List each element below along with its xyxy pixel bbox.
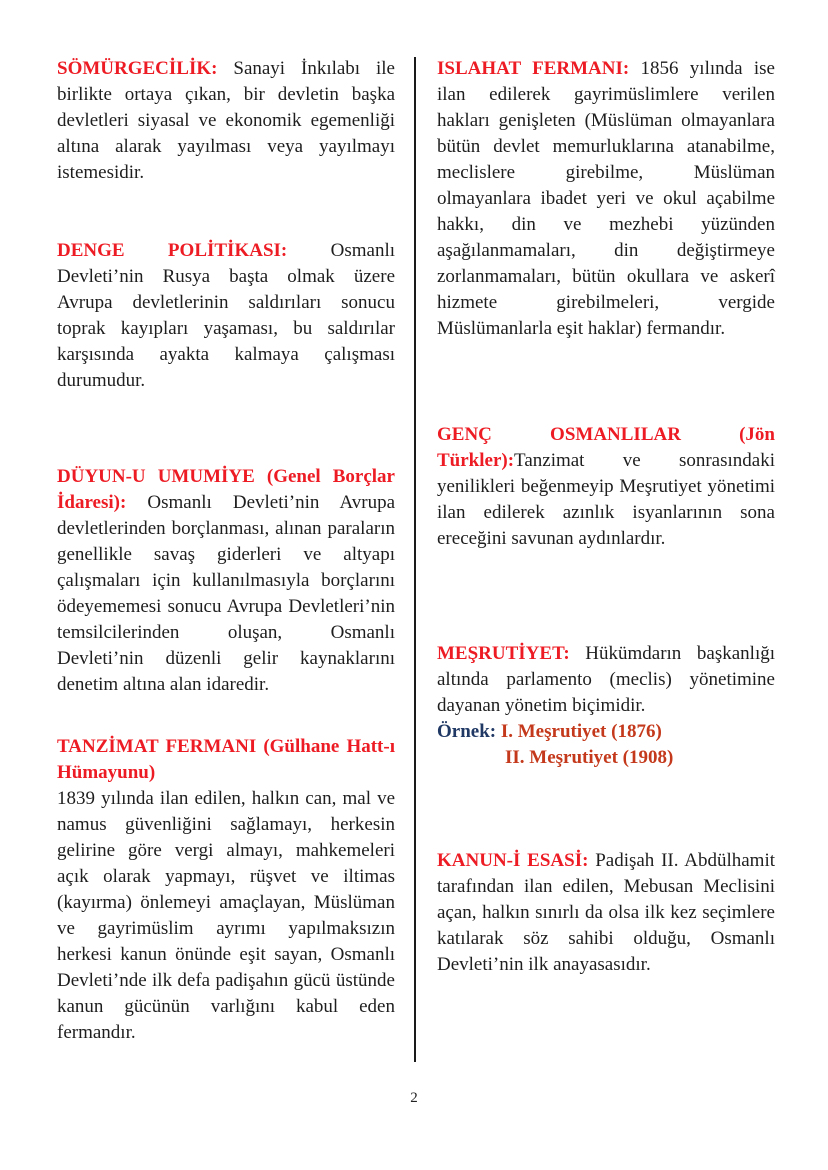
column-divider — [414, 57, 416, 1062]
definition-block-kanun-i-esasi — [437, 848, 775, 978]
definition-islahat-fermani-text: 1856 yılında ise ilan edilerek gayrimüslimlere verilen hakları genişleten (Müslüman olmayanlara bütün devlet memurluklarına atanabilme, meclislere girebilme, Müslüman olmayanlara ibadet yeri ve okul açabilme hakkı, din ve mezhebi yüzünden aşağılanmamaları, din değiştirmeye zorlanmamaları, bütün okullara ve askerî hizmete girebilmeleri, vergide Müslümanlarla eşit haklar) fermandır. — [437, 58, 775, 339]
term-tanzimat-fermani: TANZİMAT FERMANI (Gülhane Hatt-ı Hümayunu) — [57, 736, 395, 783]
definition-block-mesrutiyet — [437, 641, 775, 771]
definition-block-islahat-fermani — [437, 56, 775, 342]
term-denge-politikasi: DENGE POLİTİKASI: — [57, 240, 288, 261]
example-item-first-mesrutiyet: I. Meşrutiyet (1876) — [500, 721, 662, 742]
example-line-2 — [437, 745, 775, 771]
term-duyun-u-umumiye: DÜYUN-U UMUMİYE (Genel Borçlar İdaresi): — [57, 466, 395, 513]
definition-denge-politikasi-text: Osmanlı Devleti’nin Rusya başta olmak üzere Avrupa devletlerinin saldırıları sonucu toprak kayıpları yaşaması, bu saldırılar karşısında ayakta kalmaya çalışması durumudur. — [57, 240, 396, 391]
example-item-second-mesrutiyet: II. Meşrutiyet (1908) — [505, 747, 674, 768]
definition-tanzimat-fermani-text: 1839 yılında ilan edilen, halkın can, mal ve namus güvenliğini sağlamayı, herkesin gelirine göre vergi almayı, mahkemeleri açık olarak yapmayı, rüşvet ve iltimas (kayırma) önlemeyi amaçlayan, Müslüman ve gayrimüslim ayrımı yapılmaksızın herkesi kanun önünde eşit sayan, Osmanlı Devleti’nde ilk defa padişahın gücü üstünde kanun gücünün varlığını kabul eden fermandır. — [57, 788, 395, 1043]
column-right — [437, 0, 775, 978]
term-genc-osmanlilar: GENÇ OSMANLILAR (Jön Türkler): — [437, 424, 775, 471]
term-mesrutiyet: MEŞRUTİYET: — [437, 643, 570, 664]
definition-block-duyun-u-umumiye — [57, 464, 395, 698]
term-kanun-i-esasi: KANUN-İ ESASİ: — [437, 850, 589, 871]
definition-block-denge-politikasi — [57, 238, 395, 394]
definition-kanun-i-esasi-text: Padişah II. Abdülhamit tarafından ilan edilen, Mebusan Meclisini açan, halkın sınırlı da olsa ilk kez seçimlere katılarak söz sahibi olduğu, Osmanlı Devleti’nin ilk anayasasıdır. — [437, 850, 775, 975]
definition-block-genc-osmanlilar — [437, 422, 775, 552]
column-left — [57, 0, 395, 1046]
term-islahat-fermani: ISLAHAT FERMANI: — [437, 58, 630, 79]
definition-block-somurgecilik — [57, 56, 395, 186]
definition-mesrutiyet-text: Hükümdarın başkanlığı altında parlamento (meclis) yönetimine dayanan yönetim biçimidir. — [437, 643, 775, 716]
page-number: 2 — [410, 1090, 418, 1106]
definition-block-tanzimat-fermani — [57, 734, 395, 1046]
definition-genc-osmanlilar-text: Tanzimat ve sonrasındaki yenilikleri beğenmeyip Meşrutiyet yönetimi ilan edilerek azınlık isyanlarının sona ereceğini savunan aydınlardır. — [437, 450, 775, 549]
example-label: Örnek: — [437, 721, 497, 742]
term-somurgecilik: SÖMÜRGECİLİK: — [57, 58, 218, 79]
example-line-1 — [437, 719, 775, 745]
definition-somurgecilik-text: Sanayi İnkılabı ile birlikte ortaya çıkan, bir devletin başka devletleri siyasal ve ekonomik egemenliği altına alarak yayılması veya yayılmayı istemesidir. — [57, 58, 395, 183]
definition-duyun-u-umumiye-text: Osmanlı Devleti’nin Avrupa devletlerinden borçlanması, alınan paraların genellikle savaş giderleri ve altyapı çalışmaları için kullanılmasıyla borçlarını ödeyememesi sonucu Avrupa Devletleri’nin temsilcilerinden oluşan, Osmanlı Devleti’nin düzenli gelir kaynaklarını denetim altına alan idaredir. — [57, 492, 396, 695]
